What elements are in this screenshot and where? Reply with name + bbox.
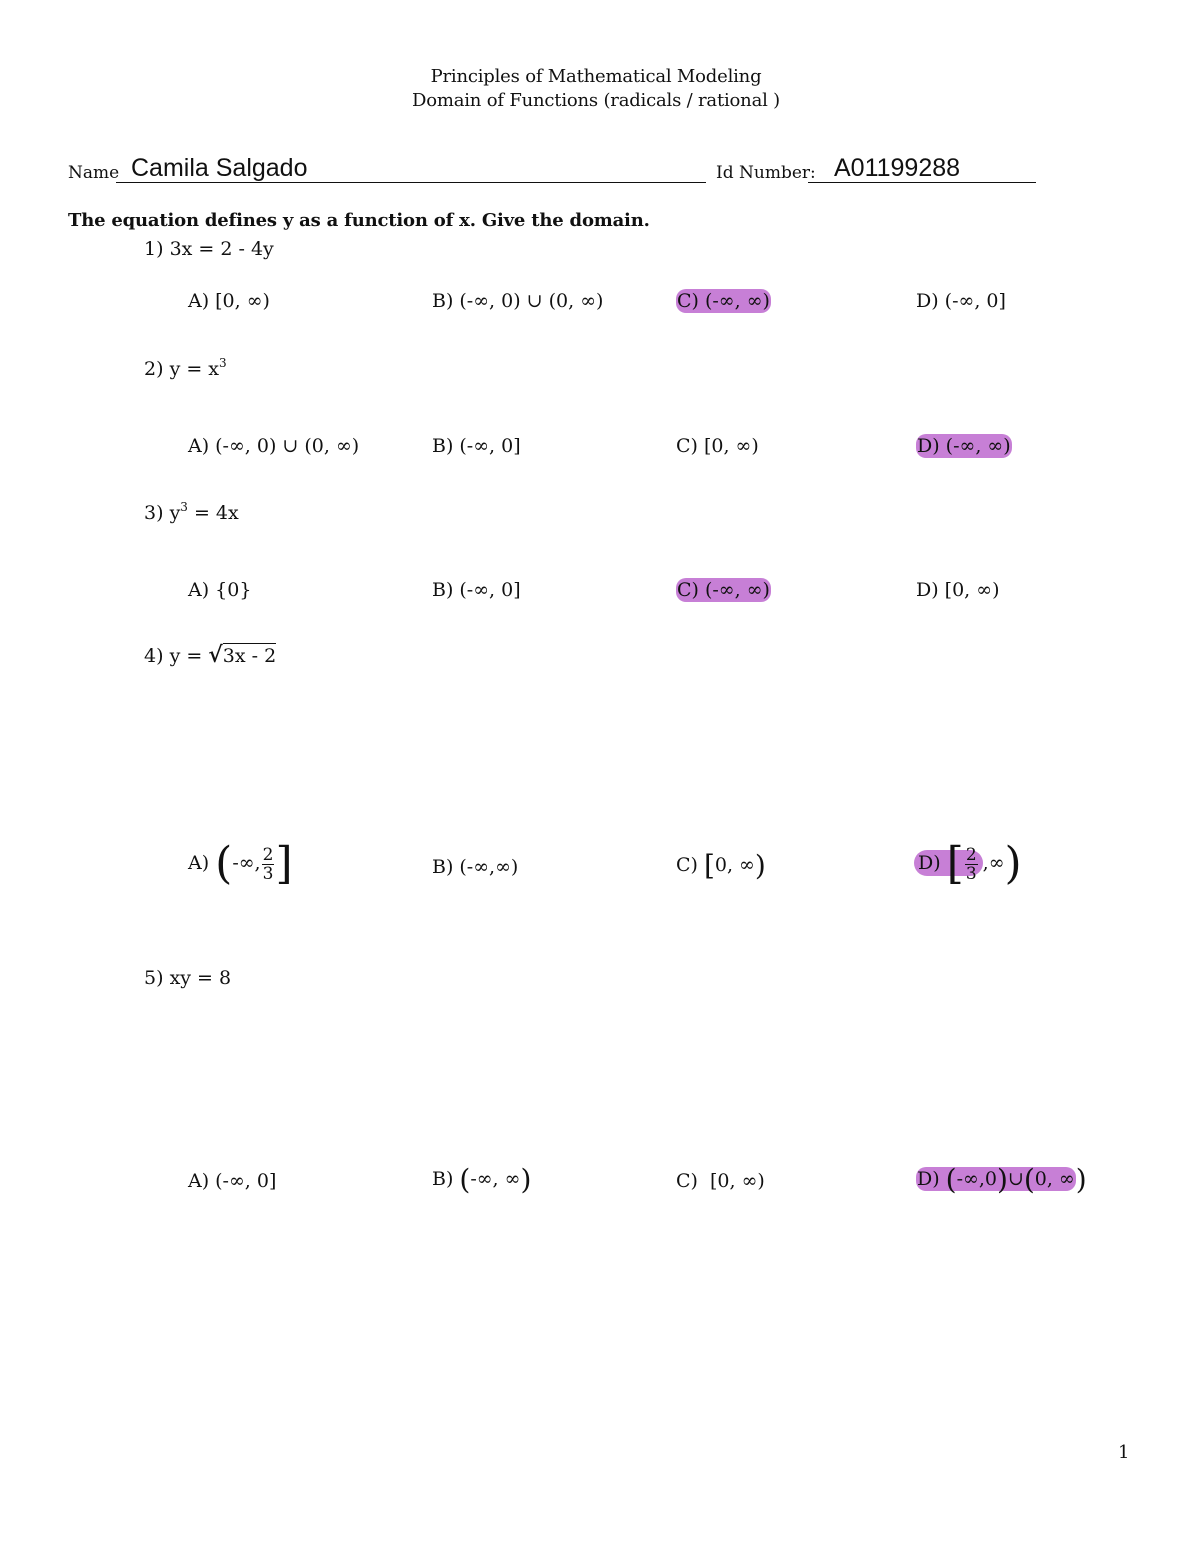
question-number: 4) <box>144 645 164 667</box>
name-label: Name <box>68 163 120 183</box>
option-text: [0, ∞) <box>944 579 1000 601</box>
option-letter: C) <box>677 290 699 312</box>
id-value[interactable]: A01199288 <box>834 154 961 182</box>
q1-option-a[interactable] <box>188 290 270 312</box>
close-bracket: ) <box>1075 1163 1087 1196</box>
question-number: 3) <box>144 502 164 524</box>
denominator: 3 <box>262 863 274 884</box>
interval-end: ,∞ <box>982 852 1005 874</box>
option-letter: D) <box>916 290 939 312</box>
option-letter: C) <box>676 854 698 876</box>
option-letter: B) <box>432 290 454 312</box>
open-bracket: [ <box>946 838 964 889</box>
option-letter: B) <box>432 856 454 878</box>
exponent: 3 <box>180 500 188 514</box>
question-equation: y = x <box>169 358 220 380</box>
question-equation: 3x = 2 - 4y <box>169 238 274 260</box>
option-letter: A) <box>188 290 210 312</box>
open-bracket: ( <box>1023 1163 1035 1196</box>
option-text: [0, ∞) <box>215 290 270 312</box>
fraction <box>262 846 275 883</box>
q3-option-d[interactable] <box>916 579 999 601</box>
open-bracket: ( <box>215 838 233 889</box>
instructions: The equation defines y as a function of x. Give the domain. <box>68 210 650 231</box>
numerator: 2 <box>262 844 274 865</box>
close-bracket: ] <box>275 838 293 889</box>
q4-option-c[interactable] <box>676 849 766 882</box>
q5-option-d[interactable] <box>916 1163 1087 1196</box>
option-letter: A) <box>188 435 210 457</box>
q5-option-b[interactable] <box>432 1163 532 1196</box>
interval-inner: 0, ∞ <box>1034 1168 1075 1190</box>
option-letter: C) <box>677 579 699 601</box>
interval-inner: -∞,0 <box>956 1168 997 1190</box>
option-letter: C) <box>676 1170 698 1192</box>
option-text: [0, ∞) <box>703 1170 765 1192</box>
document-subtitle: Domain of Functions (radicals / rational ) <box>411 90 781 111</box>
question-2 <box>144 356 227 380</box>
option-text: {0} <box>215 579 252 601</box>
question-3 <box>144 500 239 524</box>
page-number: 1 <box>1118 1442 1130 1463</box>
option-text: (-∞, 0] <box>459 435 521 457</box>
option-letter: A) <box>188 1170 210 1192</box>
name-value[interactable]: Camila Salgado <box>131 154 308 182</box>
q2-option-a[interactable] <box>188 435 359 457</box>
radical-sign: √ <box>208 642 223 668</box>
answer-highlight <box>916 1163 1076 1196</box>
answer-highlight <box>676 578 771 602</box>
answer-highlight <box>676 289 771 313</box>
question-equation: xy = 8 <box>169 967 232 989</box>
q4-option-a[interactable] <box>188 838 293 889</box>
q4-option-b[interactable] <box>432 856 518 878</box>
id-underline <box>808 182 1036 183</box>
option-text: [0, ∞) <box>703 435 759 457</box>
q4-option-d[interactable] <box>914 838 1022 889</box>
q1-option-c[interactable] <box>676 290 771 312</box>
q3-option-c[interactable] <box>676 579 771 601</box>
option-text: (-∞, 0) ∪ (0, ∞) <box>459 290 604 312</box>
option-letter: D) <box>918 852 941 874</box>
name-underline <box>116 182 706 183</box>
option-text: (-∞, 0] <box>215 1170 277 1192</box>
question-equation: y = <box>169 645 209 667</box>
q2-option-b[interactable] <box>432 435 521 457</box>
option-letter: B) <box>432 579 454 601</box>
option-letter: D) <box>916 579 939 601</box>
union-symbol: ∪ <box>1007 1168 1024 1190</box>
close-bracket: ) <box>1004 838 1022 889</box>
q2-option-c[interactable] <box>676 435 759 457</box>
close-bracket: ) <box>520 1163 532 1196</box>
q3-option-a[interactable] <box>188 579 251 601</box>
numerator: 2 <box>965 844 977 865</box>
option-text: (-∞, 0] <box>944 290 1006 312</box>
denominator: 3 <box>965 863 977 884</box>
question-equation: y <box>169 502 181 524</box>
q1-option-b[interactable] <box>432 290 603 312</box>
answer-highlight <box>916 434 1012 458</box>
question-number: 5) <box>144 967 164 989</box>
document-title: Principles of Mathematical Modeling <box>430 66 762 87</box>
interval-inner: -∞, ∞ <box>470 1168 521 1190</box>
question-1 <box>144 238 274 260</box>
close-bracket: ) <box>754 849 766 882</box>
open-bracket: ( <box>945 1163 957 1196</box>
equation-rest: = 4x <box>187 502 239 524</box>
option-text: (-∞,∞) <box>459 856 519 878</box>
option-text: (-∞, 0] <box>459 579 521 601</box>
q1-option-d[interactable] <box>916 290 1006 312</box>
q5-option-c[interactable] <box>676 1170 765 1192</box>
option-letter: C) <box>676 435 698 457</box>
open-bracket: ( <box>459 1163 471 1196</box>
interval-inner: 0, ∞ <box>714 854 755 876</box>
option-text: (-∞, ∞) <box>704 579 770 601</box>
option-letter: B) <box>432 435 454 457</box>
question-number: 1) <box>144 238 164 260</box>
question-number: 2) <box>144 358 164 380</box>
close-bracket: ) <box>996 1163 1008 1196</box>
option-letter: A) <box>188 579 210 601</box>
question-4 <box>144 642 276 668</box>
open-bracket: [ <box>703 849 715 882</box>
q5-option-a[interactable] <box>188 1170 276 1192</box>
option-letter: B) <box>432 1168 454 1190</box>
id-label: Id Number: <box>716 163 816 183</box>
option-letter: D) <box>917 1168 940 1190</box>
answer-highlight <box>914 838 983 889</box>
option-text: (-∞, ∞) <box>704 290 770 312</box>
option-letter: A) <box>188 852 210 874</box>
exponent: 3 <box>219 356 227 370</box>
radicand: 3x - 2 <box>222 645 277 667</box>
q3-option-b[interactable] <box>432 579 521 601</box>
q2-option-d[interactable] <box>916 435 1012 457</box>
option-text: (-∞, 0) ∪ (0, ∞) <box>215 435 360 457</box>
option-text: (-∞, ∞) <box>945 435 1011 457</box>
option-letter: D) <box>917 435 940 457</box>
question-5 <box>144 967 231 989</box>
interval-start: -∞, <box>232 852 261 874</box>
fraction <box>965 846 978 883</box>
